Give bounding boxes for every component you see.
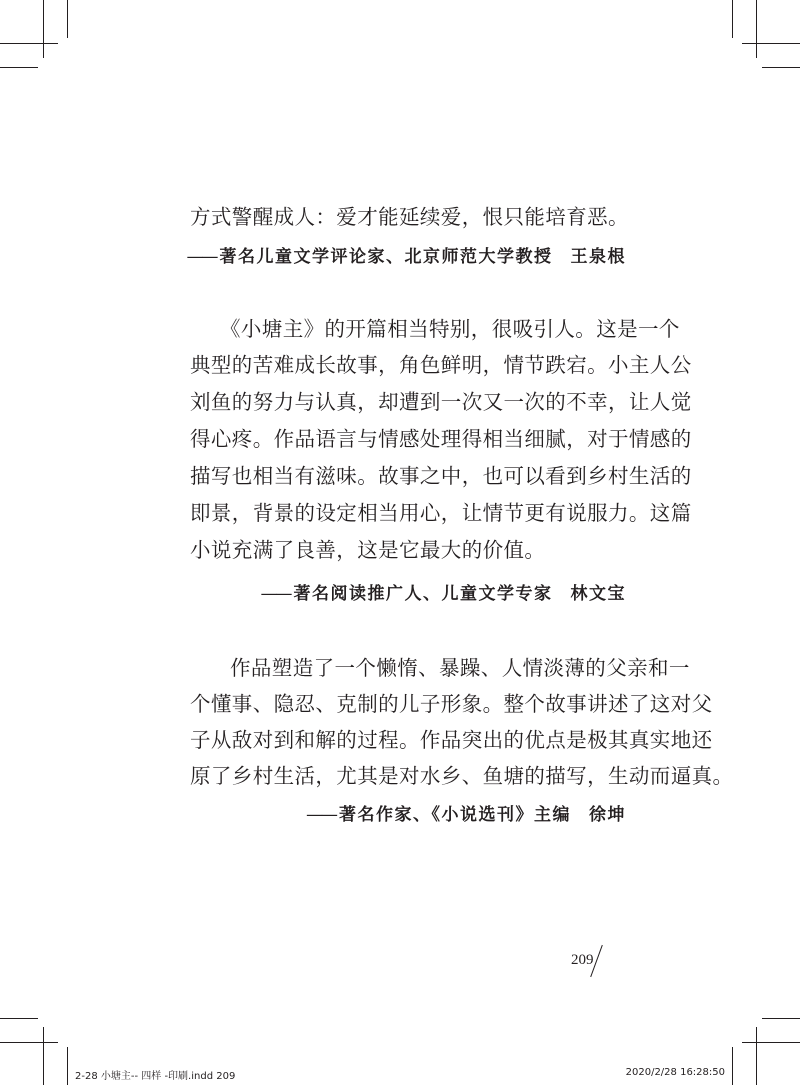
attribution-title: 著名阅读推广人、儿童文学专家 [293, 584, 553, 604]
paragraph-line: 得心疼。作品语言与情感处理得相当细腻，对于情感的 [190, 427, 692, 451]
crop-mark [0, 43, 58, 44]
attribution-name: 林文宝 [570, 584, 626, 604]
attribution-title: 著名儿童文学评论家、北京师范大学教授 [219, 247, 553, 267]
paragraph-line: 描写也相当有滋味。故事之中，也可以看到乡村生活的 [190, 464, 692, 488]
crop-mark [0, 1018, 38, 1019]
paragraph-line: 作品塑造了一个懒惰、暴躁、人情淡薄的父亲和一 [230, 656, 690, 680]
crop-mark [43, 0, 44, 58]
page-number: 209 [571, 952, 594, 968]
crop-mark [732, 0, 733, 38]
paragraph-line: 子从敌对到和解的过程。作品突出的优点是极其真实地还 [190, 728, 713, 752]
paragraph-line: 刘鱼的努力与认真，却遭到一次又一次的不幸，让人觉 [190, 390, 692, 414]
paragraph-line: 小说充满了良善，这是它最大的价值。 [190, 538, 546, 562]
paragraph-line: 方式警醒成人：爱才能延续爱，恨只能培育恶。 [190, 205, 629, 229]
crop-mark [0, 67, 38, 68]
crop-mark [43, 1027, 44, 1085]
attribution-3 [306, 800, 626, 825]
attribution-title: 著名作家、《小说选刊》主编 [339, 805, 571, 825]
attribution-dash: —— [186, 247, 217, 267]
paragraph-line: 即景，背景的设定相当用心，让情节更有说服力。这篇 [190, 501, 692, 525]
attribution-name: 徐坤 [589, 805, 626, 825]
crop-mark [756, 1027, 757, 1085]
attribution-1 [187, 242, 627, 267]
paragraph-line: 典型的苦难成长故事，角色鲜明，情节跌宕。小主人公 [190, 353, 692, 377]
crop-mark [0, 1042, 58, 1043]
crop-mark [742, 43, 800, 44]
footer-timestamp: 2020/2/28 16:28:50 [625, 1067, 725, 1078]
crop-mark [67, 0, 68, 38]
attribution-dash: —— [260, 584, 291, 604]
crop-mark [732, 1047, 733, 1085]
attribution-name: 王泉根 [570, 247, 626, 267]
paragraph-line: 个懂事、隐忍、克制的儿子形象。整个故事讲述了这对父 [190, 692, 713, 716]
attribution-dash: —— [306, 805, 336, 825]
crop-mark [67, 1047, 68, 1085]
attribution-2 [261, 579, 627, 604]
crop-mark [762, 67, 800, 68]
crop-mark [756, 0, 757, 58]
crop-mark [762, 1018, 800, 1019]
crop-mark [742, 1042, 800, 1043]
footer-file-info: 2-28 小塘主-- 四样 -印刷.indd 209 [75, 1071, 236, 1082]
paragraph-line: 原了乡村生活，尤其是对水乡、鱼塘的描写，生动而逼真。 [190, 764, 734, 788]
paragraph-line: 《小塘主》的开篇相当特别，很吸引人。这是一个 [220, 317, 680, 341]
